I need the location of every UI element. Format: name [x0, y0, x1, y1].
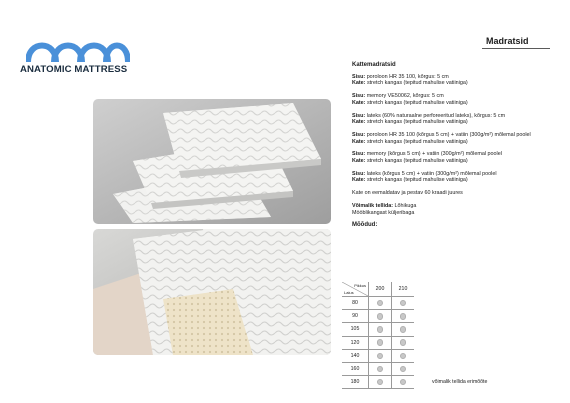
available-dot-icon — [377, 326, 384, 333]
size-table — [342, 282, 512, 389]
logo-arches-icon — [26, 36, 130, 64]
sisu-label: Sisu: — [352, 93, 366, 100]
kate-label: Kate: — [352, 119, 366, 126]
variant-item — [352, 132, 552, 145]
kate-text: stretch kangas (tepitud mahulise vatiiniga) — [366, 138, 468, 145]
removable-note: Kate on eemaldatav ja pestav 60 kraadi juures — [352, 190, 463, 197]
kate-text: stretch kangas (tepitud mahulise vatiiniga) — [366, 119, 468, 126]
available-dot-icon — [400, 326, 407, 333]
sisu-label: Sisu: — [352, 170, 366, 177]
available-dot-icon — [377, 353, 384, 360]
brand-logo — [20, 36, 140, 78]
width-cell: 160 — [342, 362, 369, 375]
width-label: Laius — [344, 290, 354, 295]
kate-label: Kate: — [352, 80, 366, 87]
variant-item — [352, 74, 552, 87]
variant-item — [352, 113, 552, 126]
table-row — [342, 376, 512, 389]
product-photo-stacked-toppers — [93, 99, 331, 224]
available-dot-icon — [400, 339, 407, 346]
sisu-text: memory (kõrgus 5 cm) + vatiin (300g/m²) mõlemal poolel — [366, 151, 502, 158]
sisu-label: Sisu: — [352, 151, 366, 158]
table-row — [342, 362, 512, 375]
available-dot-icon — [400, 353, 407, 360]
available-dot-icon — [377, 300, 384, 307]
kate-label: Kate: — [352, 138, 366, 145]
sisu-text: memory VE50062, kõrgus: 5 cm — [366, 93, 444, 100]
available-dot-icon — [377, 366, 384, 373]
order-option: Mööblikangast küljeribaga — [352, 209, 415, 216]
length-header: 210 — [392, 282, 415, 297]
order-options — [352, 203, 552, 216]
sisu-text: lateks (60% naturaalne perforeeritud lateks), kõrgus: 5 cm — [366, 112, 506, 119]
width-cell: 140 — [342, 349, 369, 362]
available-dot-icon — [377, 339, 384, 346]
kate-text: stretch kangas (tepitud mahulise vatiiniga) — [366, 158, 468, 165]
order-label: Võimalik tellida: — [352, 202, 394, 209]
table-row — [342, 310, 512, 323]
table-row — [342, 349, 512, 362]
sisu-label: Sisu: — [352, 73, 366, 80]
kate-text: stretch kangas (tepitud mahulise vatiiniga) — [366, 177, 468, 184]
page-title: Madratsid — [486, 36, 529, 46]
section-title: Kattemadratsid — [352, 62, 396, 68]
width-cell: 120 — [342, 336, 369, 349]
custom-size-note: võimalik tellida erimõõte — [432, 379, 488, 386]
sisu-text: lateks (kõrgus 5 cm) + vatiin (300g/m²) mõlemal poolel — [366, 170, 497, 177]
length-header: 200 — [369, 282, 392, 297]
available-dot-icon — [400, 313, 407, 320]
available-dot-icon — [377, 313, 384, 320]
table-row — [342, 336, 512, 349]
sisu-label: Sisu: — [352, 112, 366, 119]
width-cell: 90 — [342, 310, 369, 323]
sisu-text: poroloon HR 35 100, kõrgus: 5 cm — [366, 73, 449, 80]
sisu-text: poroloon HR 35 100 (kõrgus 5 cm) + vatiin (300g/m²) mõlemal poolel — [366, 131, 531, 138]
product-description — [352, 62, 552, 229]
product-photo-layers — [93, 229, 331, 355]
table-corner-cell — [342, 282, 369, 297]
sisu-label: Sisu: — [352, 131, 366, 138]
width-cell: 180 — [342, 376, 369, 389]
kate-label: Kate: — [352, 99, 366, 106]
table-row — [342, 323, 512, 336]
table-row — [342, 297, 512, 310]
width-cell: 105 — [342, 323, 369, 336]
available-dot-icon — [400, 379, 407, 386]
kate-text: stretch kangas (tepitud mahulise vatiiniga) — [366, 80, 468, 87]
width-cell: 80 — [342, 297, 369, 310]
kate-label: Kate: — [352, 158, 366, 165]
available-dot-icon — [377, 379, 384, 386]
brand-name: ANATOMIC MATTRESS — [20, 64, 128, 75]
variant-item — [352, 93, 552, 106]
sizes-title: Mõõdud: — [352, 222, 378, 229]
available-dot-icon — [400, 366, 407, 373]
length-label: Pikkus — [354, 283, 366, 288]
kate-text: stretch kangas (tepitud mahulise vatiiniga) — [366, 99, 468, 106]
variant-item — [352, 171, 552, 184]
kate-label: Kate: — [352, 177, 366, 184]
variant-item — [352, 151, 552, 164]
available-dot-icon — [400, 300, 407, 307]
order-option: Lõhikuga — [394, 202, 417, 209]
table-header-row — [342, 282, 512, 297]
header-divider — [482, 48, 550, 49]
